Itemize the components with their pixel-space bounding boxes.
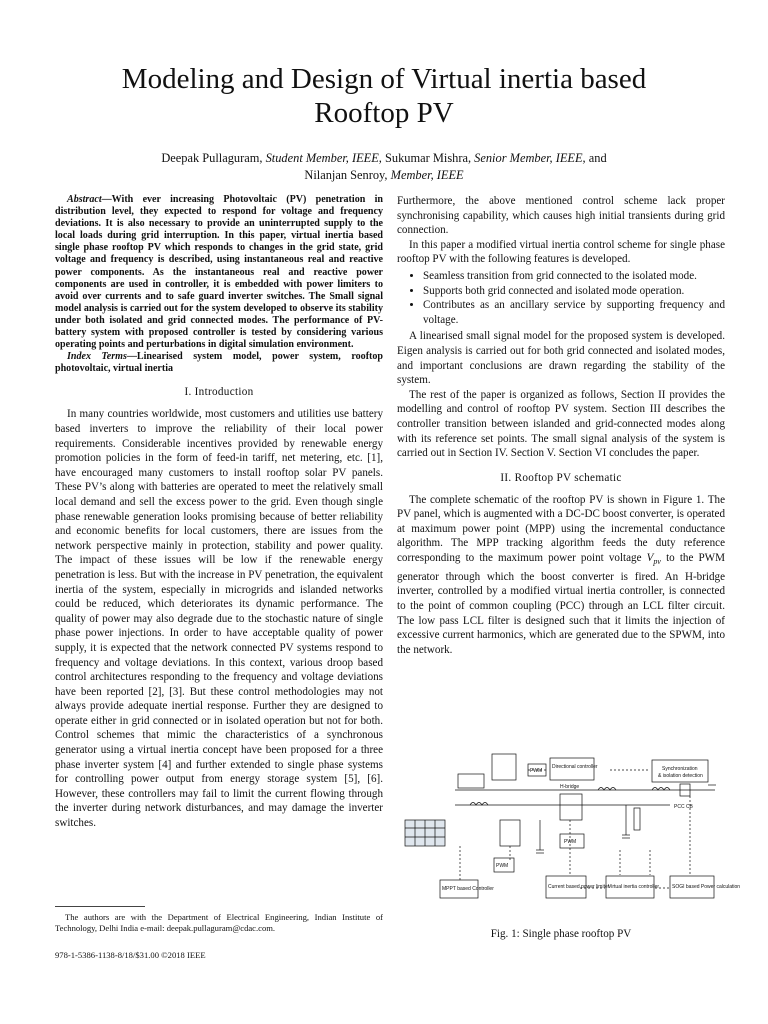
- author-3-name: Nilanjan Senroy,: [304, 168, 388, 182]
- paper-title: [40, 62, 728, 130]
- feature-list: [397, 269, 725, 327]
- fig-label-pwm3: PWM: [496, 863, 509, 869]
- schematic-paragraph: [397, 493, 725, 658]
- right-paragraph-1: Furthermore, the above mentioned control scheme lack proper synchronising capability, which causes high initial transients during grid connection.: [397, 195, 725, 237]
- right-column: [397, 194, 725, 657]
- schematic-text-a: The complete schematic of the rooftop PV is shown in Figure 1. The PV panel, which is augmented with a DC-DC boost converter, is operated at maximum power point (MPP) using the incremental conductance algorithm. The MPP tracking algorithm feeds the duty reference corresponding to the maximum power point voltage: [397, 493, 725, 565]
- right-paragraph-3: A linearised small signal model for the proposed system is developed. Eigen analysis is carried out for both grid connected and isolated modes, and important conclusions are drawn regarding the stability of the system.: [397, 330, 725, 387]
- abstract-text: —With ever increasing Photovoltaic (PV) penetration in distribution level, they expected to respond for voltage and frequency deviations. It is also necessary to provide an uninterrupted supply to the local loads during grid interruption. In this paper, virtual inertia based single phase rooftop PV which responds to changes in the grid state, grid voltage and frequency is described, using instantaneous real and reactive power components. As the instantaneous real and reactive power components are used in controller, it is embedded with power limiters to avoid over currents and to safe guard inverter switches. The Small signal model analysis is carried out for the system developed to observe its stability under both isolated and grid connected modes. The performance of PV-battery system with proposed controller is tested by considering various operating points and perturbations in digital simulation environment.: [55, 194, 383, 351]
- fig-label-sogi: SOGI based Power calculation: [672, 884, 741, 890]
- index-terms-text: —Linearised system model, power system, rooftop photovoltaic, virtual inertia: [55, 351, 383, 375]
- battery-icon: [458, 774, 484, 788]
- index-terms: [55, 351, 383, 375]
- fig-label-sync: Synchronization: [662, 766, 698, 772]
- schematic-text-b: to the PWM generator through which the boost converter is fired. An H-bridge inverter, controlled by a modified virtual inertia controller, is connected to the point of common coupling (PCC) through an LCL filter circuit. The low pass LCL filter is designed such that it limits the injection of excessive current harmonics, which are generated due to the SPWM, into the network.: [397, 552, 725, 656]
- footnote-divider: [55, 906, 145, 907]
- section-1-heading: I. Introduction: [184, 386, 254, 399]
- fig-label-directional: Directional controller: [552, 764, 598, 770]
- author-2-role: Senior Member, IEEE,: [474, 151, 586, 165]
- rooftop-pv-schematic: [400, 750, 741, 922]
- title-line-2: Rooftop PV: [314, 97, 454, 129]
- author-1-name: Deepak Pullaguram,: [161, 151, 263, 165]
- fig-label-pwm: PWM: [530, 768, 543, 774]
- title-line-1: Modeling and Design of Virtual inertia based: [121, 63, 647, 95]
- author-2-name: Sukumar Mishra,: [385, 151, 472, 165]
- figure-caption: Fig. 1: Single phase rooftop PV: [490, 928, 632, 940]
- fig-label-vi: Virtual inertia controller: [608, 884, 660, 890]
- fig-label-h-bridge: H-bridge: [560, 784, 580, 790]
- author-3-role: Member, IEEE: [390, 168, 464, 182]
- feature-item: • Supports both grid connected and isolated mode operation.: [423, 284, 725, 299]
- author-1-role: Student Member, IEEE,: [265, 151, 382, 165]
- feature-item: • Seamless transition from grid connected to the isolated mode.: [423, 269, 725, 284]
- h-bridge-icon: [560, 794, 582, 820]
- vpv-symbol: V: [646, 552, 654, 565]
- abstract-label: Abstract: [67, 194, 102, 205]
- author-list: [60, 150, 708, 184]
- fig-label-mppt: MPPT based Controller: [442, 886, 494, 892]
- vpv-subscript: pv: [653, 557, 661, 567]
- boost-converter-icon: [492, 754, 516, 780]
- boost-switch-icon: [500, 820, 520, 846]
- authors-and: and: [588, 151, 607, 165]
- schematic-diagram: [400, 750, 741, 922]
- fig-label-pwm2: PWM: [564, 839, 577, 845]
- intro-paragraph: In many countries worldwide, most customers and utilities use battery based inverters to improve the reliability of their local power requirements. Considerable incentives provided by renewable energy promotion policies in the form of feed-in tariff, net metering, etc. [1], have encouraged many customers to install rooftop solar PV panels. These PV’s along with batteries are operated to meet the relatively small local demand and sell the excess power to the grid. Even though single phase renewable generation looks promising because of better reliability and economic benefits for local customers, there are issues from the network perspective mainly in protection, stability and power quality. The impact of these issues will be low if the renewable energy penetration is less. But with the increase in PV penetration, the equivalent inertia of the system, especially in microgrids and islanded networks could be reduced, which deteriorates its dynamic performance. The quality of power may also degrade due to the stochastic nature of single phase power injections. In order to have acceptable quality of power supply, it is expected that the network connected PV systems respond to frequency and voltage deviations. In this context, various droop based control architectures responding to the frequency and voltage deviations have been reported [2], [3]. But these control methodologies may not always provide adequate inertial response. Further they are designed to operate either in grid connected or in isolated operation but not for both. Control schemes that mimic the characteristics of a synchronous generator using a virtual inertia concept have been proposed for a three phase inverter system [4] and further extended to single phase systems for controlling power output from energy storage system [5], [6]. However, these controllers may fail to limit the current flowing through the inverter during network disturbances, and may damage the inverter switches.: [55, 408, 383, 830]
- left-column: [55, 194, 383, 831]
- fig-label-pcc: PCC CB: [674, 804, 693, 810]
- authors-line-1: [60, 150, 708, 167]
- section-2-heading: II. Rooftop PV schematic: [500, 471, 622, 484]
- right-paragraph-4: The rest of the paper is organized as follows, Section II provides the modelling and control of rooftop PV system. Section III describes the controller transition between islanded and grid-connected modes along with its reference set points. The small signal analysis of the system is carried out in Section IV. Section V. Section VI concludes the paper.: [397, 388, 725, 460]
- right-paragraph-2: In this paper a modified virtual inertia control scheme for single phase rooftop PV with the following features is developed.: [397, 238, 725, 266]
- fig-label-isolation: & isolation detection: [658, 773, 703, 779]
- copyright-line: 978-1-5386-1138-8/18/$31.00 ©2018 IEEE: [55, 950, 206, 960]
- index-terms-label: Index Terms: [67, 351, 127, 363]
- abstract: [55, 194, 383, 351]
- fig-label-limiter: Current based power limiter: [548, 884, 610, 890]
- author-affiliation-footnote: The authors are with the Department of Electrical Engineering, Indian Institute of Technology, Delhi India e-mail: deepak.pullaguram@cdac.com.: [55, 912, 383, 934]
- authors-line-2: [60, 167, 708, 184]
- feature-item: • Contributes as an ancillary service by supporting frequency and voltage.: [423, 298, 725, 327]
